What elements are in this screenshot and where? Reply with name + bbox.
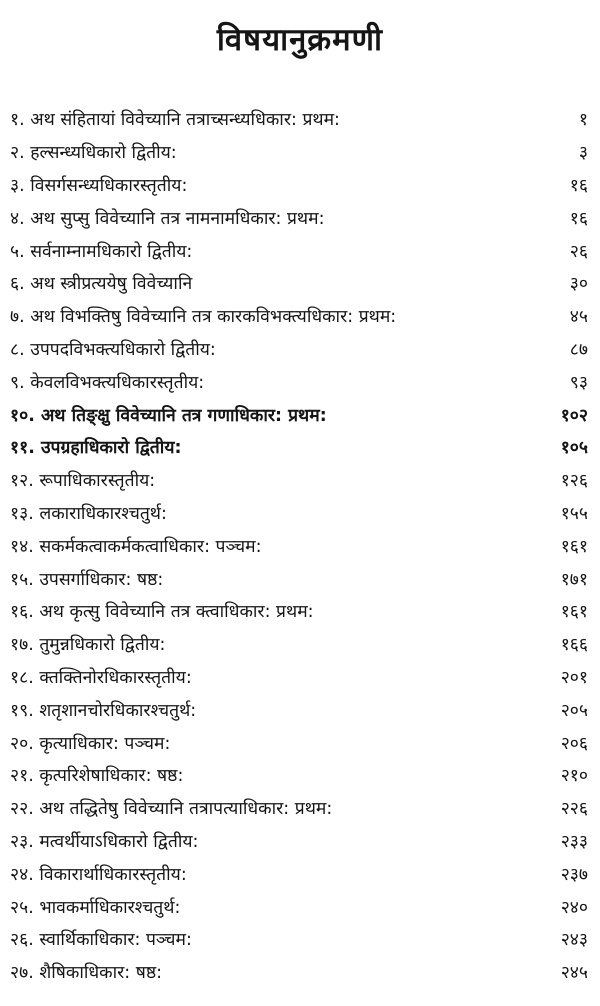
toc-entry-page-number: २४३ <box>560 930 588 951</box>
toc-entry <box>0 530 600 563</box>
toc-entry-page-number: १६१ <box>560 536 588 557</box>
toc-entry-title: १. अथ संहितायां विवेच्यानि तत्राच्सन्ध्यधिकार: प्रथम: <box>10 110 340 131</box>
toc-entry <box>0 334 600 367</box>
toc-entry-page-number: ९३ <box>569 372 588 393</box>
toc-entry-title: ३. विसर्गसन्ध्यधिकारस्तृतीय: <box>10 175 188 196</box>
toc-entry <box>0 891 600 924</box>
toc-entry-page-number: १७१ <box>560 569 588 590</box>
toc-entry <box>0 399 600 432</box>
toc-entry <box>0 727 600 760</box>
toc-entry-page-number: १६६ <box>560 635 588 656</box>
toc-entry <box>0 662 600 695</box>
toc-entry-page-number: १२६ <box>560 471 588 492</box>
page-title: विषयानुक्रमणी <box>216 22 384 58</box>
toc-entry-title: १७. तुमुन्नधिकारो द्वितीय: <box>10 635 166 656</box>
table-of-contents <box>0 104 600 990</box>
toc-entry <box>0 858 600 891</box>
toc-entry-page-number: १०५ <box>560 438 588 459</box>
toc-entry-title: ९. केवलविभक्त्यधिकारस्तृतीय: <box>10 372 205 393</box>
toc-entry-page-number: २६ <box>569 241 588 262</box>
toc-entry <box>0 104 600 137</box>
toc-entry <box>0 596 600 629</box>
toc-entry <box>0 563 600 596</box>
toc-entry-title: २२. अथ तद्धितेषु विवेच्यानि तत्रापत्याधिकार: प्रथम: <box>10 799 333 820</box>
toc-entry <box>0 235 600 268</box>
toc-entry-title: ५. सर्वनाम्नामधिकारो द्वितीय: <box>10 241 193 262</box>
toc-entry-page-number: १६ <box>569 208 588 229</box>
toc-entry-page-number: ४५ <box>569 307 588 328</box>
toc-entry-page-number: २३७ <box>560 864 588 885</box>
toc-entry-title: १२. रूपाधिकारस्तृतीय: <box>10 471 156 492</box>
toc-entry-title: १८. क्तक्तिनोरधिकारस्तृतीय: <box>10 667 192 688</box>
toc-entry-title: १९. शतृशानचोरधिकारश्चतुर्थ: <box>10 700 197 721</box>
toc-entry-title: २०. कृत्याधिकार: पञ्चम: <box>10 733 171 754</box>
toc-entry-page-number: २३३ <box>560 831 588 852</box>
toc-entry-page-number: १०२ <box>560 405 588 426</box>
toc-entry-title: ८. उपपदविभक्त्यधिकारो द्वितीय: <box>10 339 216 360</box>
toc-entry-page-number: १६१ <box>560 602 588 623</box>
toc-entry <box>0 498 600 531</box>
toc-entry-title: २४. विकारार्थाधिकारस्तृतीय: <box>10 864 187 885</box>
toc-entry <box>0 170 600 203</box>
toc-entry <box>0 826 600 859</box>
toc-entry-title: ७. अथ विभक्तिषु विवेच्यानि तत्र कारकविभक्त्यधिकार: प्रथम: <box>10 307 397 328</box>
toc-entry-page-number: ३ <box>578 143 588 164</box>
toc-entry-title: ४. अथ सुप्सु विवेच्यानि तत्र नामनामधिकार: प्रथम: <box>10 208 325 229</box>
toc-entry-page-number: २०५ <box>560 700 588 721</box>
toc-entry <box>0 432 600 465</box>
toc-entry-title: १३. लकाराधिकारश्चतुर्थ: <box>10 503 167 524</box>
toc-entry <box>0 202 600 235</box>
toc-entry-title: २१. कृत्परिशेषाधिकार: षष्ठ: <box>10 766 184 787</box>
toc-entry-title: १०. अथ तिङ्क्षु विवेच्यानि तत्र गणाधिकार: प्रथम: <box>10 405 327 426</box>
toc-entry-title: २३. मत्वर्थीयाऽधिकारो द्वितीय: <box>10 831 199 852</box>
toc-entry-page-number: १६ <box>569 175 588 196</box>
toc-entry <box>0 137 600 170</box>
toc-entry-page-number: १ <box>578 110 588 131</box>
toc-entry-page-number: ३० <box>569 274 588 295</box>
toc-entry <box>0 629 600 662</box>
toc-entry-page-number: २४० <box>560 897 588 918</box>
toc-entry-page-number: २४५ <box>560 963 588 984</box>
toc-entry-page-number: २०१ <box>560 667 588 688</box>
toc-entry <box>0 366 600 399</box>
toc-entry-page-number: १५५ <box>560 503 588 524</box>
toc-entry <box>0 268 600 301</box>
toc-entry-title: १५. उपसर्गाधिकार: षष्ठ: <box>10 569 164 590</box>
toc-entry-page-number: २१० <box>560 766 588 787</box>
toc-entry-page-number: ८७ <box>569 339 588 360</box>
toc-entry <box>0 301 600 334</box>
toc-entry <box>0 694 600 727</box>
toc-entry-title: १६. अथ कृत्सु विवेच्यानि तत्र क्त्वाधिकार: प्रथम: <box>10 602 314 623</box>
toc-entry-title: २. हल्सन्ध्यधिकारो द्वितीय: <box>10 143 177 164</box>
toc-entry-title: २५. भावकर्माधिकारश्चतुर्थ: <box>10 897 181 918</box>
toc-entry-page-number: २२६ <box>560 799 588 820</box>
toc-entry-title: ११. उपग्रहाधिकारो द्वितीय: <box>10 438 182 459</box>
toc-entry <box>0 924 600 957</box>
toc-entry-title: १४. सकर्मकत्वाकर्मकत्वाधिकार: पञ्चम: <box>10 536 262 557</box>
toc-entry-title: ६. अथ स्त्रीप्रत्ययेषु विवेच्यानि <box>10 274 193 295</box>
toc-entry-title: २६. स्वार्थिकाधिकार: पञ्चम: <box>10 930 192 951</box>
toc-entry <box>0 465 600 498</box>
toc-entry-title: २७. शैषिकाधिकार: षष्ठ: <box>10 963 163 984</box>
toc-entry <box>0 957 600 990</box>
toc-entry <box>0 793 600 826</box>
toc-entry-page-number: २०६ <box>560 733 588 754</box>
toc-entry <box>0 760 600 793</box>
